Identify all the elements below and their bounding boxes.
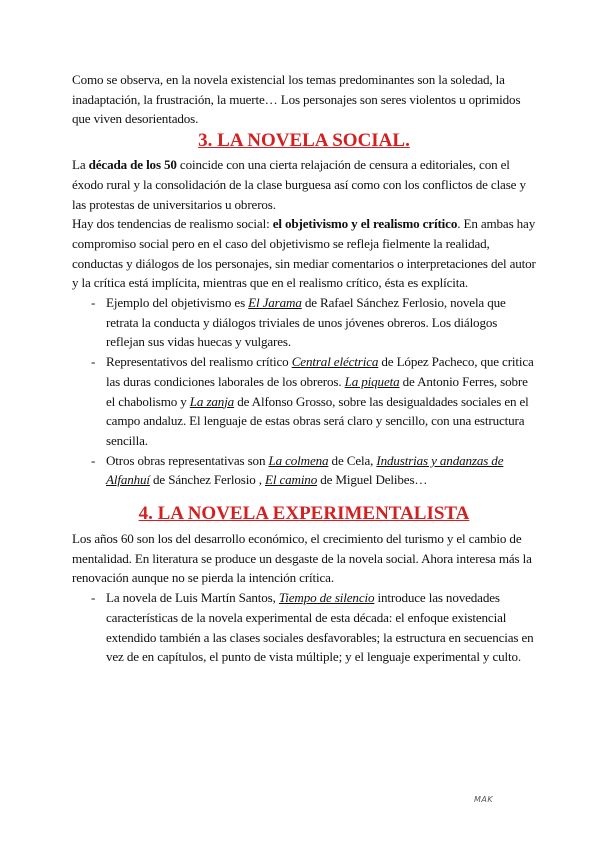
text-span: La novela de Luis Martín Santos, (106, 590, 279, 606)
text-span: Representativos del realismo crítico (106, 354, 292, 370)
dash-marker: - (91, 354, 96, 370)
book-title: Industrias y andanzas de Alfanhuí (106, 452, 504, 488)
intro-paragraph: Como se observa, en la novela existencial los temas predominantes son la soledad, la inadaptación, la frustración, la muerte… Los personajes son seres violentos u oprimidos que viven desorientados. (72, 72, 521, 127)
footer-initials: MAK (474, 795, 494, 804)
section-4-heading: 4. LA NOVELA EXPERIMENTALISTA (138, 503, 470, 525)
list-item (72, 293, 536, 352)
book-title: Central eléctrica (291, 354, 379, 370)
text-span: Ejemplo del objetivismo es (106, 295, 249, 311)
book-title: La piqueta (344, 373, 400, 389)
section-4-paragraph-1: Los años 60 son los del desarrollo económico, el crecimiento del turismo y el cambio de mentalidad. En literatura se produce un desgaste de la novela social. Ahora interesa más la renovación aunque no se pierda la intención crítica. (72, 531, 532, 586)
text-span: de Sánchez Ferlosio , (149, 472, 265, 488)
dash-marker: - (91, 452, 96, 468)
section-3-heading: 3. LA NOVELA SOCIAL. (198, 130, 410, 152)
book-title: Tiempo de silencio (278, 590, 375, 606)
book-title: La zanja (189, 393, 235, 409)
text-span: de Alfonso Grosso, sobre las desigualdades sociales en el campo andaluz. El lenguaje de estas obras será claro y sencillo, con una estructura sencilla. (106, 393, 529, 448)
section-3-paragraph-1 (72, 155, 536, 214)
text-span: introduce las novedades características de la novela experimental de esta década: el enfoque existencial extendido también a las clases sociales desfavorables; la estructura en secuencias en vez de en capítulos, el punto de vista múltiple; y el lenguaje experimental y culto. (106, 590, 534, 665)
text-span: La (72, 157, 89, 173)
text-span: de Rafael Sánchez Ferlosio, novela que retrata la conducta y diálogos triviales de unos jóvenes obreros. Los diálogos reflejan sus vidas huecas y vulgares. (106, 295, 506, 350)
book-title: El Jarama (248, 295, 302, 311)
list-item (72, 352, 536, 451)
section-3-list (72, 293, 536, 490)
text-span: de Miguel Delibes… (317, 472, 428, 488)
text-span: Otros obras representativas son (106, 452, 269, 468)
list-item (72, 588, 536, 667)
text-span: coincide con una cierta relajación de censura a editoriales, con el éxodo rural y la consolidación de la clase burguesa así como con los conflictos de clase y las protestas de universitarios u obreros. (72, 157, 526, 212)
section-3-paragraph-2 (72, 214, 536, 293)
book-title: El camino (265, 472, 318, 488)
text-span: de López Pacheco, que critica las duras condiciones laborales de los obreros. (106, 354, 534, 389)
book-title: La colmena (268, 452, 329, 468)
bold-phrase: el objetivismo y el realismo crítico (272, 216, 458, 232)
list-item (72, 451, 536, 490)
dash-marker: - (91, 590, 96, 606)
text-span: . En ambas hay compromiso social pero en el caso del objetivismo se refleja fielmente la realidad, conductas y diálogos de los personajes, sin mediar comentarios o interpretaciones del autor y la crítica está implícita, mientras que en el realismo crítico, ésta es explícita. (72, 216, 536, 291)
document-page (72, 70, 536, 667)
text-span: de Cela, (328, 452, 377, 468)
dash-marker: - (91, 295, 96, 311)
text-span: de Antonio Ferres, sobre el chabolismo y (106, 373, 528, 409)
section-4-list (72, 588, 536, 667)
bold-phrase: década de los 50 (88, 157, 177, 173)
text-span: Hay dos tendencias de realismo social: (72, 216, 273, 232)
